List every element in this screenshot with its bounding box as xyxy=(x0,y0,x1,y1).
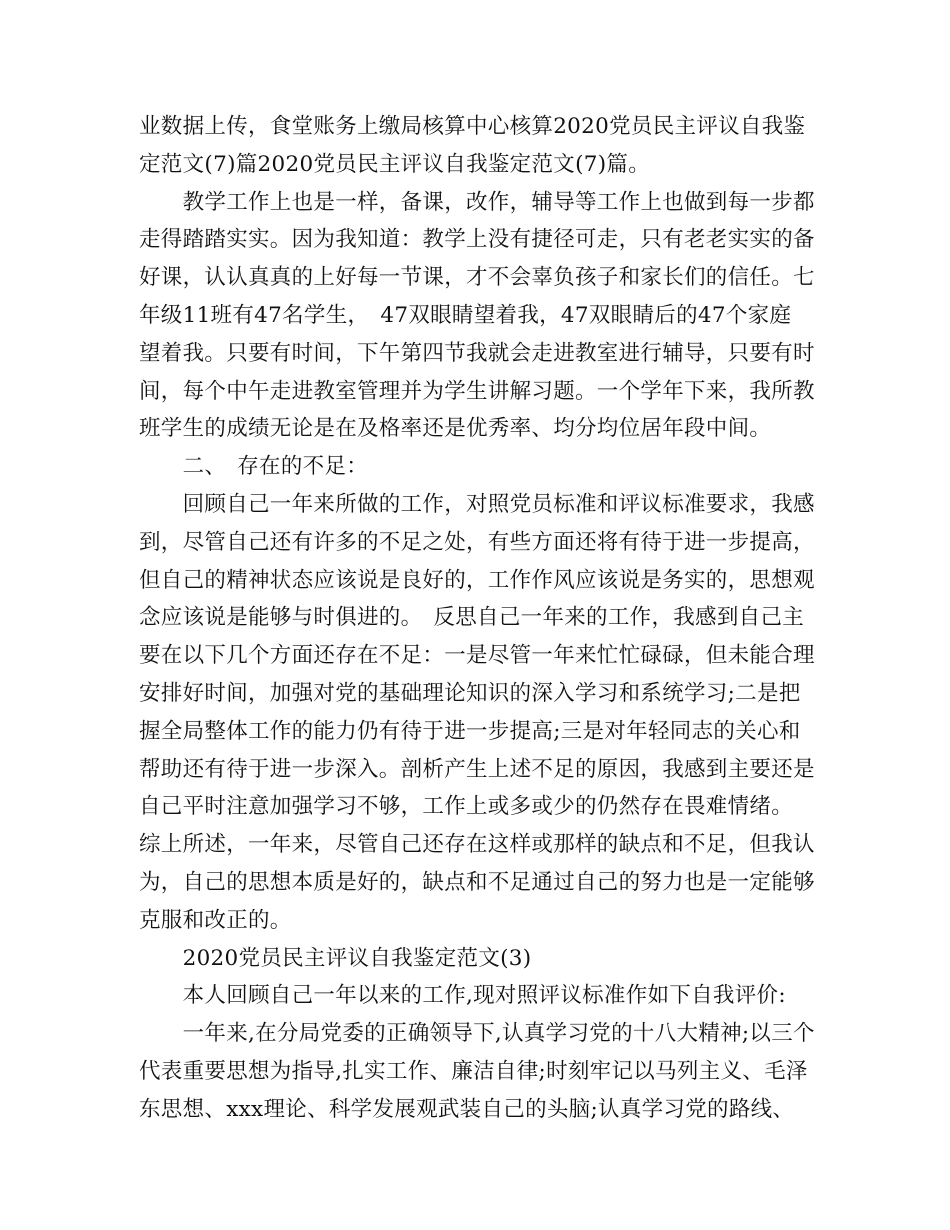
text-line: 好课，认认真真的上好每一节课，才不会辜负孩子和家长们的信任。七 xyxy=(139,265,815,291)
text-line: 定范文(7)篇2020党员民主评议自我鉴定范文(7)篇。 xyxy=(139,151,651,177)
text-line: 安排好时间，加强对党的基础理论知识的深入学习和系统学习;二是把 xyxy=(139,680,801,706)
text-line: 望着我。只要有时间，下午第四节我就会走进教室进行辅导，只要有时 xyxy=(139,340,815,366)
text-line: 但自己的精神状态应该说是良好的，工作作风应该说是务实的，思想观 xyxy=(139,567,815,593)
text-line: 东思想、xxx理论、科学发展观武装自己的头脑;认真学习党的路线、 xyxy=(139,1096,795,1122)
text-line: 走得踏踏实实。因为我知道：教学上没有捷径可走，只有老老实实的备 xyxy=(139,227,815,253)
text-line: 克服和改正的。 xyxy=(139,907,292,933)
text-line: 年级11班有47名学生， 47双眼睛望着我，47双眼睛后的47个家庭 xyxy=(139,302,792,328)
text-line: 帮助还有待于进一步深入。剖析产生上述不足的原因，我感到主要还是 xyxy=(139,756,815,782)
text-line: 到，尽管自己还有许多的不足之处，有些方面还将有待于进一步提高， xyxy=(139,529,815,555)
section-title: 2020党员民主评议自我鉴定范文(3) xyxy=(139,945,532,971)
body-text xyxy=(139,108,819,1129)
text-line: 一年来,在分局党委的正确领导下,认真学习党的十八大精神;以三个 xyxy=(139,1021,815,1047)
text-line: 自己平时注意加强学习不够，工作上或多或少的仍然存在畏难情绪。 xyxy=(139,794,794,820)
text-line: 要在以下几个方面还存在不足：一是尽管一年来忙忙碌碌，但未能合理 xyxy=(139,643,815,669)
text-line: 间，每个中午走进教室管理并为学生讲解习题。一个学年下来，我所教 xyxy=(139,378,815,404)
text-line: 回顾自己一年来所做的工作，对照党员标准和评议标准要求，我感 xyxy=(139,491,815,517)
text-line: 综上所述，一年来，尽管自己还存在这样或那样的缺点和不足，但我认 xyxy=(139,832,815,858)
text-line: 为，自己的思想本质是好的，缺点和不足通过自己的努力也是一定能够 xyxy=(139,869,815,895)
text-line: 握全局整体工作的能力仍有待于进一步提高;三是对年轻同志的关心和 xyxy=(139,718,801,744)
text-line: 本人回顾自己一年以来的工作,现对照评议标准作如下自我评价: xyxy=(139,983,786,1009)
text-line: 业数据上传，食堂账务上缴局核算中心核算2020党员民主评议自我鉴 xyxy=(139,114,806,139)
text-line: 班学生的成绩无论是在及格率还是优秀率、均分均位居年段中间。 xyxy=(139,416,772,442)
text-line: 念应该说是能够与时俱进的。 反思自己一年来的工作，我感到自己主 xyxy=(139,605,805,631)
text-line: 代表重要思想为指导,扎实工作、廉洁自律;时刻牢记以马列主义、毛泽 xyxy=(139,1058,808,1084)
text-line: 教学工作上也是一样，备课，改作，辅导等工作上也做到每一步都 xyxy=(139,189,815,215)
section-heading: 二、 存在的不足： xyxy=(139,454,369,480)
